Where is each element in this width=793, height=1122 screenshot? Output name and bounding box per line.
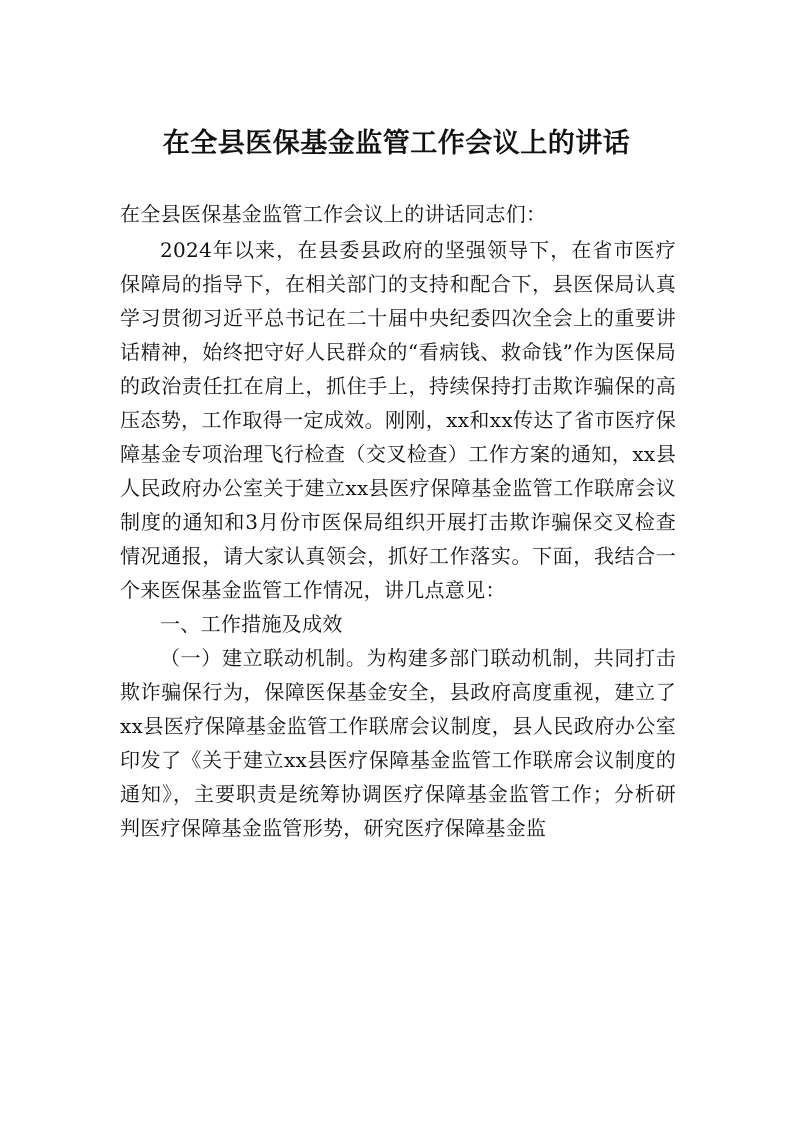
salutation: 在全县医保基金监管工作会议上的讲话同志们： bbox=[120, 202, 547, 226]
document-title: 在全县医保基金监管工作会议上的讲话 bbox=[162, 128, 631, 159]
paragraph-intro: 2024年以来，在县委县政府的坚强领导下，在省市医疗保障局的指导下，在相关部门的支持和配合下，县医保局认真学习贯彻习近平总书记在二十届中央纪委四次全会上的重要讲话精神，始终把守好人民群众的“看病钱、救命钱”作为医保局的政治责任扛在肩上，抓住手上，持续保持打击欺诈骗保的高压态势，工作取得一定成效。刚刚，xx和xx传达了省市医疗保障基金专项治理飞行检查（交叉检查）工作方案的通知，xx县人民政府办公室关于建立xx县医疗保障基金监管工作联席会议制度的通知和3月份市医保局组织开展打击欺诈骗保交叉检查情况通报，请大家认真领会，抓好工作落实。下面，我结合一个来医保基金监管工作情况，讲几点意见： bbox=[120, 238, 676, 602]
paragraph-linkage: （一）建立联动机制。为构建多部门联动机制，共同打击欺诈骗保行为，保障医保基金安全，县政府高度重视，建立了xx县医疗保障基金监管工作联席会议制度，县人民政府办公室印发了《关于建立xx县医疗保障基金监管工作联席会议制度的通知》，主要职责是统筹协调医疗保障基金监管工作；分析研判医疗保障基金监管形势，研究医疗保障基金监 bbox=[120, 646, 676, 840]
section-heading: 一、工作措施及成效 bbox=[160, 612, 343, 636]
document-body bbox=[120, 197, 676, 845]
